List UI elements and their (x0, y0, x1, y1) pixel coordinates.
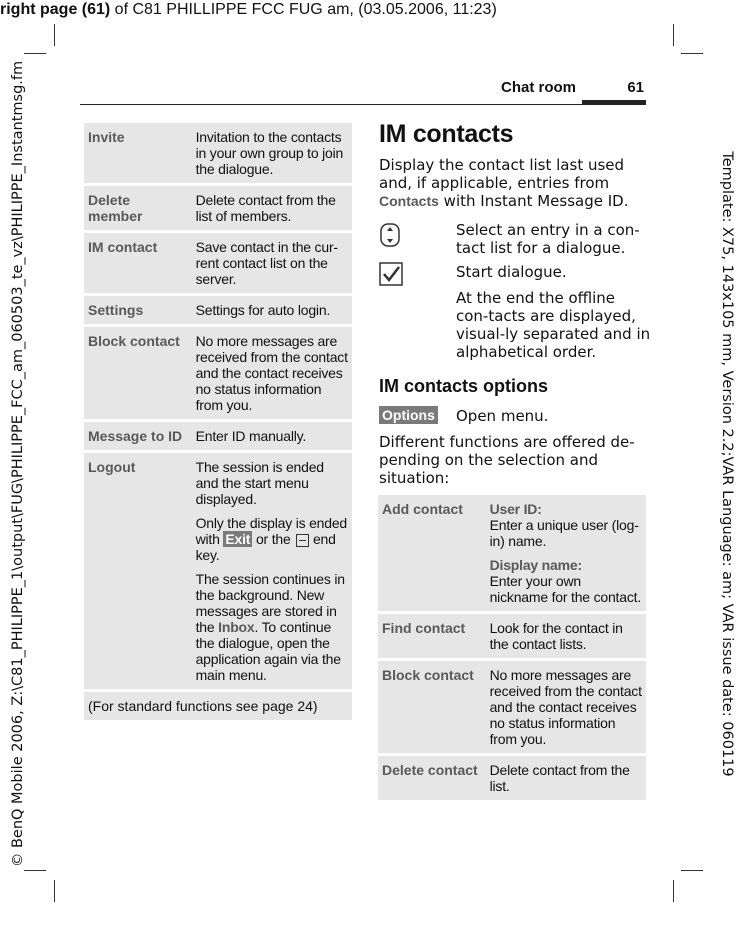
print-info-rest: of C81 PHILLIPPE FCC FUG am, (03.05.2006, 11:23) (110, 1, 497, 18)
option-name: Add contact (378, 495, 486, 611)
option-name: Block contact (378, 661, 486, 753)
table-row (84, 327, 352, 419)
im-contacts-options-table (378, 492, 646, 803)
table-row (84, 123, 352, 183)
option-name: Block contact (84, 327, 192, 419)
table-row (84, 233, 352, 293)
logout-text-1: The session is ended and the start menu displayed. (195, 459, 324, 507)
option-description: Invitation to the contacts in your own group to join the dialogue. (192, 123, 352, 183)
option-description: Save contact in the cur-rent contact list on the server. (192, 233, 352, 293)
end-key-icon (296, 534, 309, 547)
option-description: Delete contact from the list of members. (192, 186, 352, 230)
logout-text-3a: The session continues in the background. New messages are stored in the (195, 571, 345, 635)
crop-mark (54, 880, 55, 902)
exit-softkey-label: Exit (225, 531, 251, 547)
option-name: Logout (84, 453, 192, 689)
table-row (378, 756, 646, 800)
option-description: Delete contact from the list. (486, 756, 646, 800)
inbox-label: Inbox (218, 619, 255, 635)
nav-key-icon (379, 221, 401, 249)
option-name: Settings (84, 296, 192, 324)
user-id-text: Enter a unique user (log-in) name. (489, 517, 639, 549)
table-row-add-contact (378, 495, 646, 611)
standard-functions-note: (For standard functions see page 24) (84, 692, 352, 720)
page-number: 61 (627, 79, 644, 96)
option-description: No more messages are received from the contact and the contact receives no status information from you. (486, 661, 646, 753)
display-name-block (490, 557, 642, 605)
print-info-bold: right page (61) (0, 1, 111, 18)
option-description (486, 495, 646, 611)
template-margin-text: Template: X75, 143x105 mm, Version 2.2;VAR Language: am; VAR issue date: 060119 (719, 151, 735, 777)
offline-contacts-text: At the end the offline con-tacts are displayed, visual-ly separated and in alphabetical order. (456, 289, 651, 361)
logout-text-2b: or the (252, 531, 295, 547)
crop-mark (673, 880, 674, 902)
option-name: Delete member (84, 186, 192, 230)
user-id-label: User ID: (489, 501, 542, 517)
display-name-text: Enter your own nickname for the contact. (489, 573, 642, 605)
option-description: Enter ID manually. (192, 422, 352, 450)
functions-intro-text: Different functions are offered de-pending on the selection and situation: (379, 433, 635, 487)
option-name: Invite (84, 123, 192, 183)
crop-mark (681, 53, 703, 54)
table-footnote-row (84, 692, 352, 720)
option-name: Delete contact (378, 756, 486, 800)
header-rule (80, 104, 646, 105)
section-title: IM contacts (379, 120, 514, 148)
options-softkey-label: Options (379, 406, 438, 424)
table-row-logout (84, 453, 352, 689)
file-path-margin-text: © BenQ Mobile 2006, Z:\C81_PHILIPPE_1\output\FUG\PHILIPPE_FCC_am_060503_te_vz\PHILIPPE_Instantmsg.fm (10, 60, 26, 868)
header-page-bar (582, 100, 646, 105)
crop-mark (54, 24, 55, 46)
contacts-label: Contacts (379, 193, 439, 209)
intro-text-a: Display the contact list last used and, if applicable, entries from (379, 156, 625, 192)
logout-text-2a: Only the display is ended with (195, 515, 348, 547)
option-description: No more messages are received from the contact and the contact receives no status information from you. (192, 327, 352, 419)
display-name-label: Display name: (489, 557, 582, 573)
option-description (192, 453, 352, 689)
page-header-title: Chat room (501, 79, 576, 96)
chat-room-options-table (84, 120, 352, 723)
option-name: Message to ID (84, 422, 192, 450)
crop-mark (673, 24, 674, 46)
check-key-icon (379, 262, 403, 286)
table-row (84, 422, 352, 450)
select-entry-text: Select an entry in a con-tact list for a dialogue. (456, 221, 640, 257)
section-intro (379, 156, 649, 210)
open-menu-text: Open menu. (456, 407, 549, 425)
option-description: Look for the contact in the contact lists. (486, 614, 646, 658)
logout-text-2c: end key. (195, 531, 336, 563)
logout-text-2 (196, 515, 348, 563)
option-description: Settings for auto login. (192, 296, 352, 324)
option-name: IM contact (84, 233, 192, 293)
intro-text-b: with Instant Message ID. (438, 192, 629, 210)
table-row (84, 296, 352, 324)
table-row (378, 614, 646, 658)
option-name: Find contact (378, 614, 486, 658)
start-dialogue-text: Start dialogue. (456, 263, 567, 281)
print-info-line (0, 0, 497, 20)
subsection-title: IM contacts options (379, 376, 549, 396)
crop-mark (681, 870, 703, 871)
logout-text-3b: . To continue the dialogue, open the application again via the main menu. (195, 619, 341, 683)
table-row (84, 186, 352, 230)
table-row (378, 661, 646, 753)
user-id-block (490, 501, 642, 549)
logout-text-3 (196, 571, 348, 683)
